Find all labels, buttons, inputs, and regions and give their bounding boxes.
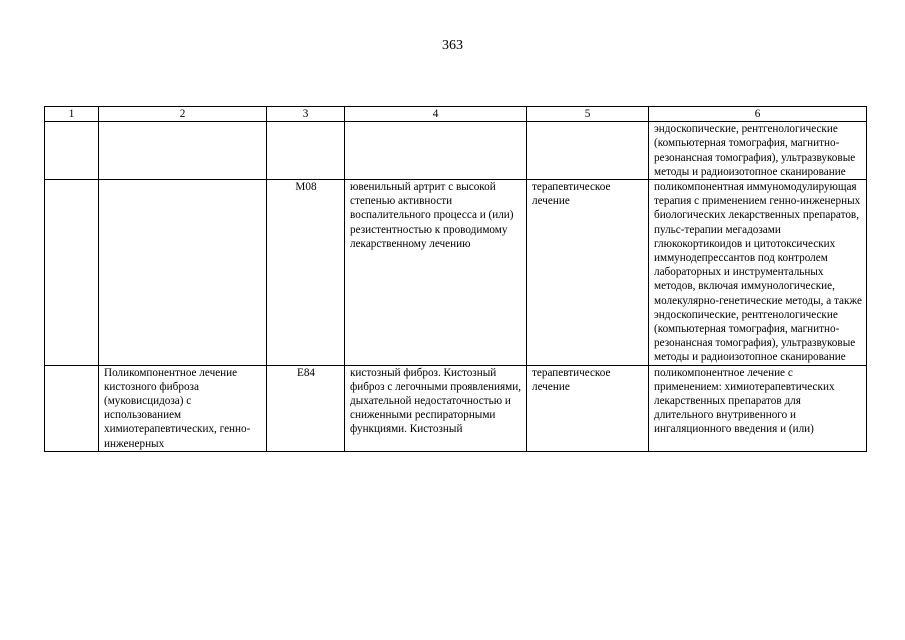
column-header-2: 2 (99, 107, 267, 122)
cell-method: поликомпонентная иммуномодулирующая терапия с применением генно-инженерных биологических лекарственных препаратов, пульс-терапии мегадозами глюкокортикоидов и цитотоксических иммунодепрессантов под контролем лабораторных и инструментальных методов, включая иммунологические, молекулярно-генетические методы, а также эндоскопические, рентгенологические (компьютерная томография, магнитно-резонансная томография), ультразвуковые методы и радиоизотопное сканирование (649, 180, 867, 366)
cell-icd-code: M08 (267, 180, 345, 366)
cell-method: поликомпонентное лечение с применением: химиотерапевтических лекарственных препаратов для длительного внутривенного и ингаляционного введения и (или) (649, 365, 867, 451)
cell-icd-code (267, 122, 345, 180)
cell-treatment-type (527, 122, 649, 180)
column-header-4: 4 (345, 107, 527, 122)
column-header-3: 3 (267, 107, 345, 122)
cell-treatment-type: терапевтическое лечение (527, 180, 649, 366)
cell-treatment-type: терапевтическое лечение (527, 365, 649, 451)
cell-icd-code: E84 (267, 365, 345, 451)
treatment-table (44, 106, 867, 452)
cell-treatment-name (99, 122, 267, 180)
cell-diagnosis (345, 122, 527, 180)
column-header-6: 6 (649, 107, 867, 122)
cell-treatment-name: Поликомпонентное лечение кистозного фиброза (муковисцидоза) с использованием химиотерапевтических, генно-инженерных (99, 365, 267, 451)
header-row (45, 107, 867, 122)
cell-number (45, 365, 99, 451)
cell-treatment-name (99, 180, 267, 366)
page-number: 363 (442, 38, 463, 53)
cell-method: эндоскопические, рентгенологические (компьютерная томография, магнитно-резонансная томография), ультразвуковые методы и радиоизотопное сканирование (649, 122, 867, 180)
table-row (45, 122, 867, 180)
table-row (45, 180, 867, 366)
table-row (45, 365, 867, 451)
cell-number (45, 122, 99, 180)
cell-number (45, 180, 99, 366)
column-header-5: 5 (527, 107, 649, 122)
cell-diagnosis: ювенильный артрит с высокой степенью активности воспалительного процесса и (или) резистентностью к проводимому лекарственному лечению (345, 180, 527, 366)
column-header-1: 1 (45, 107, 99, 122)
cell-diagnosis: кистозный фиброз. Кистозный фиброз с легочными проявлениями, дыхательной недостаточностью и сниженными респираторными функциями. Кистозный (345, 365, 527, 451)
